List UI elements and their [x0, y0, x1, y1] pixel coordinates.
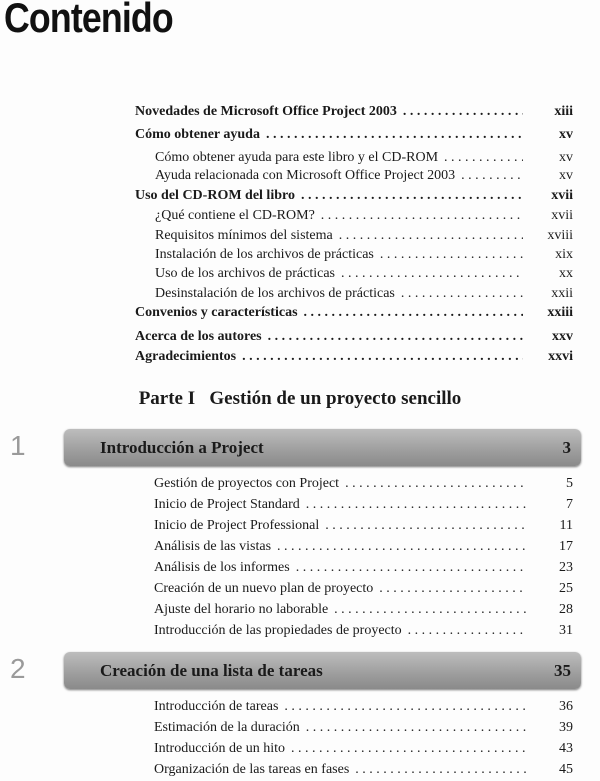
- toc-entry-label: Inicio de Project Professional: [154, 518, 320, 533]
- toc-entry[interactable]: [135, 329, 573, 348]
- toc-entry-page: 23: [559, 560, 573, 575]
- dot-leader: [461, 168, 523, 184]
- toc-entry-label: Requisitos mínimos del sistema: [155, 228, 333, 243]
- toc-entry-label: Introducción de las propiedades de proyecto: [154, 623, 402, 638]
- toc-entry-label: Instalación de los archivos de prácticas: [155, 247, 374, 262]
- toc-entry[interactable]: [154, 720, 573, 739]
- toc-entry[interactable]: [135, 188, 573, 207]
- toc-entry[interactable]: [154, 476, 573, 495]
- toc-entry-page: xv: [559, 127, 573, 142]
- toc-entry-label: Creación de un nuevo plan de proyecto: [154, 581, 374, 596]
- toc-entry-label: Organización de las tareas en fases: [154, 762, 350, 777]
- toc-entry-page: xxvi: [548, 349, 573, 364]
- dot-leader: [401, 286, 523, 302]
- dot-leader: [355, 762, 527, 778]
- toc-entry[interactable]: [155, 208, 573, 227]
- toc-entry-label: Acerca de los autores: [135, 329, 262, 344]
- toc-entry[interactable]: [135, 127, 573, 146]
- toc-entry[interactable]: [154, 741, 573, 760]
- toc-entry-label: Gestión de proyectos con Project: [154, 476, 340, 491]
- toc-entry[interactable]: [154, 518, 573, 537]
- toc-entry-page: 36: [559, 699, 573, 714]
- toc-entry[interactable]: [154, 497, 573, 516]
- toc-entry[interactable]: [154, 539, 573, 558]
- toc-entry-page: 31: [559, 623, 573, 638]
- chapter-page: 35: [554, 660, 571, 680]
- dot-leader: [334, 602, 527, 618]
- dot-leader: [341, 266, 523, 282]
- toc-entry-label: Inicio de Project Standard: [154, 497, 300, 512]
- toc-entry-label: Cómo obtener ayuda: [135, 127, 260, 142]
- toc-entry-label: Estimación de la duración: [154, 720, 300, 735]
- toc-entry-page: xix: [555, 247, 573, 262]
- toc-entry-page: 43: [559, 741, 573, 756]
- toc-entry-page: xvii: [551, 188, 573, 203]
- toc-entry[interactable]: [155, 266, 573, 285]
- chapter-bar[interactable]: [64, 429, 581, 466]
- toc-entry-label: Ayuda relacionada con Microsoft Office Project 2003: [155, 168, 456, 183]
- dot-leader: [301, 188, 523, 204]
- dot-leader: [277, 539, 527, 555]
- toc-entry-label: Novedades de Microsoft Office Project 2003: [135, 104, 397, 119]
- dot-leader: [403, 104, 523, 120]
- chapter-bar[interactable]: [64, 652, 581, 689]
- toc-entry-page: xx: [559, 266, 573, 281]
- part-heading: Parte I Gestión de un proyecto sencillo: [138, 388, 462, 409]
- toc-entry-label: Cómo obtener ayuda para este libro y el CD-ROM: [155, 150, 439, 165]
- dot-leader: [339, 228, 523, 244]
- toc-entry-label: Introducción de un hito: [154, 741, 286, 756]
- dot-leader: [379, 581, 527, 597]
- toc-entry-page: xxii: [551, 286, 573, 301]
- toc-entry-label: Desinstalación de los archivos de prácticas: [155, 286, 395, 301]
- toc-entry-page: 39: [559, 720, 573, 735]
- dot-leader: [291, 741, 527, 757]
- toc-entry-label: Análisis de las vistas: [154, 539, 272, 554]
- dot-leader: [296, 560, 527, 576]
- toc-entry-page: xviii: [547, 228, 573, 243]
- chapter-number: 1: [10, 430, 26, 461]
- dot-leader: [345, 476, 527, 492]
- toc-entry-page: 17: [559, 539, 573, 554]
- chapter-number: 2: [10, 653, 26, 684]
- toc-entry-page: 25: [559, 581, 573, 596]
- chapter-page: 3: [562, 437, 571, 457]
- toc-entry-label: Ajuste del horario no laborable: [154, 602, 329, 617]
- toc-entry-page: xv: [559, 150, 573, 165]
- toc-entry[interactable]: [155, 228, 573, 247]
- dot-leader: [408, 623, 527, 639]
- toc-entry[interactable]: [135, 104, 573, 123]
- toc-entry-page: 5: [566, 476, 573, 491]
- toc-entry[interactable]: [155, 286, 573, 305]
- chapter-title: Introducción a Project: [100, 437, 264, 457]
- toc-entry-page: xv: [559, 168, 573, 183]
- dot-leader: [321, 208, 523, 224]
- toc-entry-page: xxv: [552, 329, 573, 344]
- toc-entry[interactable]: [155, 168, 573, 187]
- dot-leader: [380, 247, 523, 263]
- toc-entry-label: Introducción de tareas: [154, 699, 279, 714]
- toc-entry-page: xvii: [551, 208, 573, 223]
- toc-entry-page: xiii: [554, 104, 573, 119]
- toc-entry[interactable]: [135, 349, 573, 368]
- toc-entry[interactable]: [154, 602, 573, 621]
- dot-leader: [306, 497, 527, 513]
- toc-entry-page: 7: [566, 497, 573, 512]
- dot-leader: [304, 305, 523, 321]
- dot-leader: [266, 127, 523, 143]
- toc-entry-page: xxiii: [547, 305, 573, 320]
- toc-entry-page: 28: [559, 602, 573, 617]
- toc-entry[interactable]: [154, 762, 573, 781]
- toc-entry-label: Uso del CD-ROM del libro: [135, 188, 295, 203]
- toc-entry-label: Agradecimientos: [135, 349, 237, 364]
- dot-leader: [284, 699, 527, 715]
- toc-entry-label: ¿Qué contiene el CD-ROM?: [155, 208, 315, 223]
- toc-entry[interactable]: [154, 623, 573, 642]
- dot-leader: [325, 518, 527, 534]
- toc-entry[interactable]: [154, 699, 573, 718]
- page-title: Contenido: [4, 0, 173, 41]
- toc-entry[interactable]: [154, 560, 573, 579]
- dot-leader: [268, 329, 523, 345]
- toc-entry-page: 11: [559, 518, 573, 533]
- toc-entry[interactable]: [135, 305, 573, 324]
- toc-entry-label: Convenios y características: [135, 305, 298, 320]
- dot-leader: [242, 349, 523, 365]
- toc-entry[interactable]: [155, 247, 573, 266]
- chapter-title: Creación de una lista de tareas: [100, 660, 323, 680]
- toc-entry[interactable]: [154, 581, 573, 600]
- toc-entry-label: Análisis de los informes: [154, 560, 290, 575]
- dot-leader: [444, 150, 523, 166]
- toc-entry-page: 45: [559, 762, 573, 777]
- toc-entry-label: Uso de los archivos de prácticas: [155, 266, 335, 281]
- toc-entry[interactable]: [155, 150, 573, 169]
